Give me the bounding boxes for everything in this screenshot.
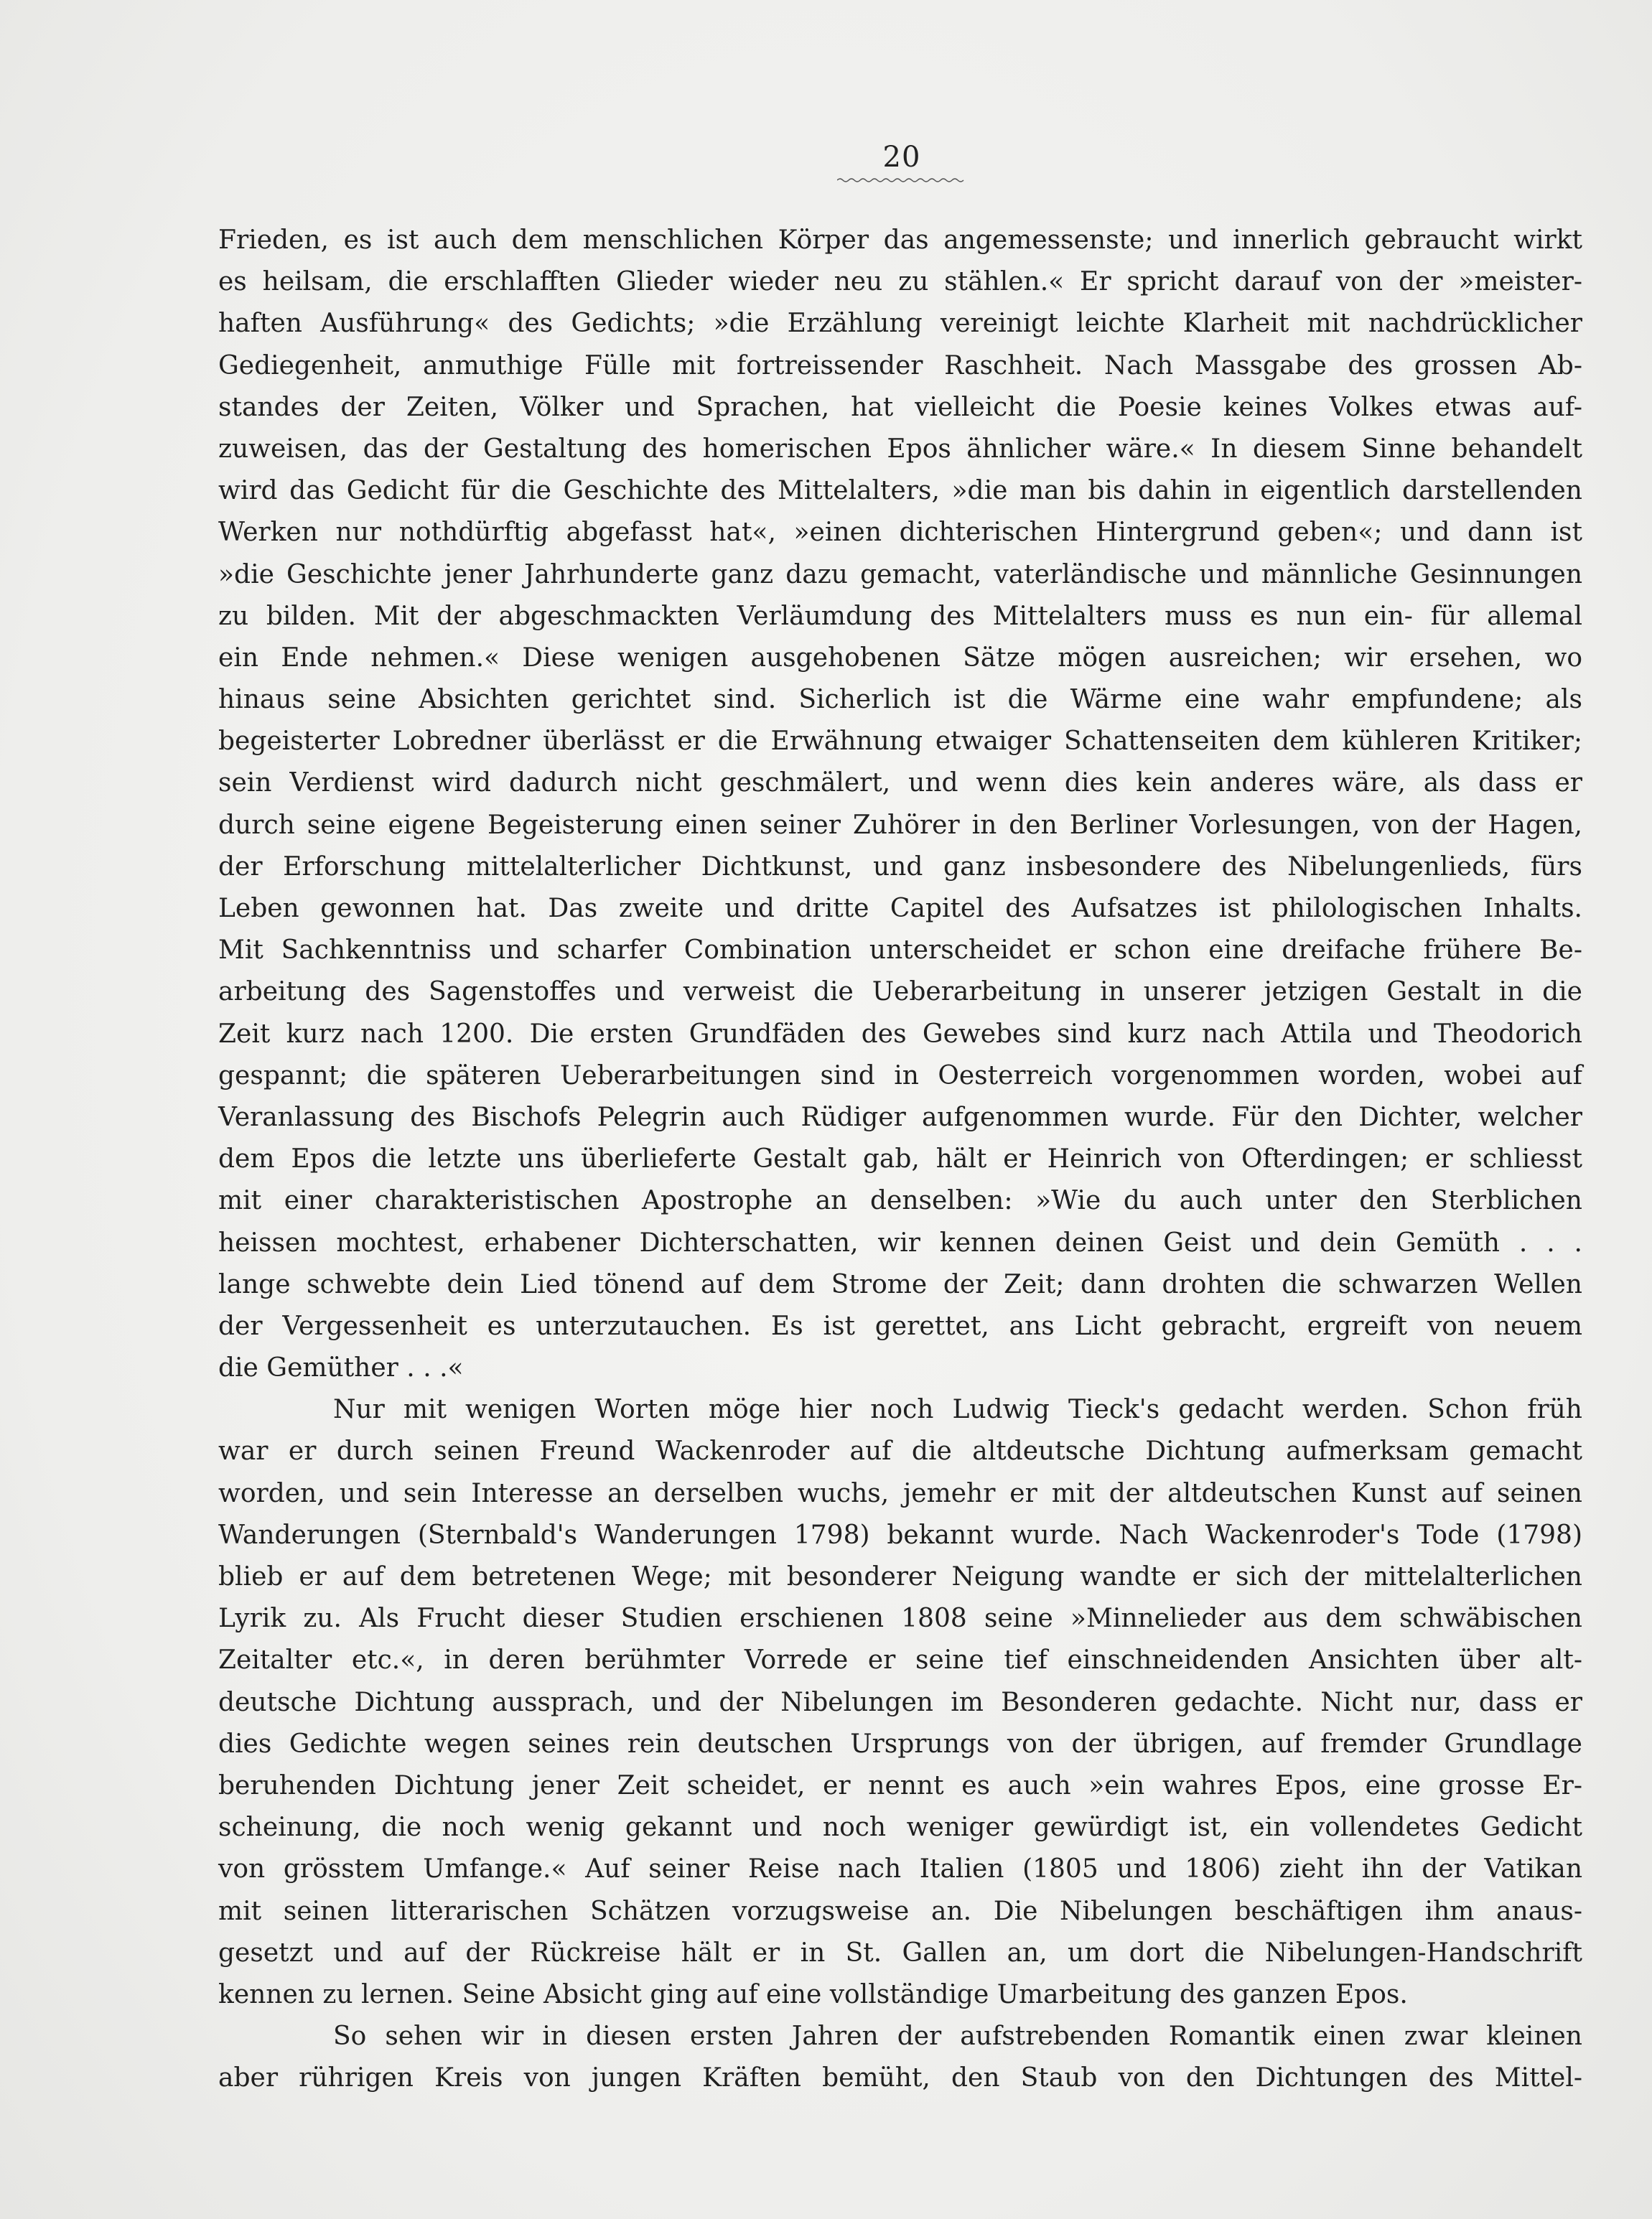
text-line: der Erforschung mittelalterlicher Dichtkunst, und ganz insbesondere des Nibelungenlieds, fürs [218, 851, 1582, 882]
text-line: es heilsam, die erschlafften Glieder wieder neu zu stählen.« Er spricht darauf von der »meister- [218, 267, 1582, 297]
text-line: durch seine eigene Begeisterung einen seiner Zuhörer in den Berliner Vorlesungen, von der Hagen, [218, 810, 1582, 840]
text-line: scheinung, die noch wenig gekannt und noch weniger gewürdigt ist, ein vollendetes Gedicht [218, 1813, 1582, 1843]
text-line: deutsche Dichtung aussprach, und der Nibelungen im Besonderen gedachte. Nicht nur, dass er [218, 1687, 1582, 1717]
text-line: aber rührigen Kreis von jungen Kräften bemüht, den Staub von den Dichtungen des Mittel- [218, 2063, 1582, 2093]
text-line: begeisterter Lobredner überlässt er die Erwähnung etwaiger Schattenseiten dem kühleren Kritiker; [218, 727, 1582, 757]
text-line: mit seinen litterarischen Schätzen vorzugsweise an. Die Nibelungen beschäftigen ihm anaus- [218, 1896, 1582, 1926]
text-line: wird das Gedicht für die Geschichte des Mittelalters, »die man bis dahin in eigentlich darstellenden [218, 476, 1582, 506]
text-line: Gediegenheit, anmuthige Fülle mit fortreissender Raschheit. Nach Massgabe des grossen Ab- [218, 350, 1582, 380]
text-line: gespannt; die späteren Ueberarbeitungen sind in Oesterreich vorgenommen worden, wobei auf [218, 1060, 1582, 1090]
text-line: Zeitalter etc.«, in deren berühmter Vorrede er seine tief einschneidenden Ansichten über alt- [218, 1645, 1582, 1676]
text-line: worden, und sein Interesse an derselben wuchs, jemehr er mit der altdeutschen Kunst auf seinen [218, 1478, 1582, 1508]
text-line: »die Geschichte jener Jahrhunderte ganz dazu gemacht, vaterländische und männliche Gesinnungen [218, 559, 1582, 589]
text-line: ein Ende nehmen.« Diese wenigen ausgehobenen Sätze mögen ausreichen; wir ersehen, wo [218, 643, 1582, 673]
text-line: der Vergessenheit es unterzutauchen. Es ist gerettet, ans Licht gebracht, ergreift von neuem [218, 1311, 1582, 1341]
text-line: hinaus seine Absichten gerichtet sind. Sicherlich ist die Wärme eine wahr empfundene; als [218, 685, 1582, 715]
text-line: lange schwebte dein Lied tönend auf dem Strome der Zeit; dann drohten die schwarzen Wellen [218, 1269, 1582, 1299]
text-line: beruhenden Dichtung jener Zeit scheidet, er nennt es auch »ein wahres Epos, eine grosse Er- [218, 1770, 1582, 1800]
text-line: Zeit kurz nach 1200. Die ersten Grundfäden des Gewebes sind kurz nach Attila und Theodorich [218, 1019, 1582, 1049]
text-line: zu bilden. Mit der abgeschmackten Verläumdung des Mittelalters muss es nun ein- für allemal [218, 601, 1582, 631]
page-number: 20 [882, 141, 921, 174]
text-line: heissen mochtest, erhabener Dichterschatten, wir kennen deinen Geist und dein Gemüth . . . [218, 1228, 1582, 1258]
body-text [218, 220, 1582, 2099]
text-line: Veranlassung des Bischofs Pelegrin auch Rüdiger aufgenommen wurde. Für den Dichter, welcher [218, 1102, 1582, 1132]
page-number-ornament [837, 177, 966, 184]
text-line: haften Ausführung« des Gedichts; »die Erzählung vereinigt leichte Klarheit mit nachdrücklicher [218, 309, 1582, 339]
text-line: Wanderungen (Sternbald's Wanderungen 1798) bekannt wurde. Nach Wackenroder's Tode (1798) [218, 1520, 1582, 1550]
text-line: blieb er auf dem betretenen Wege; mit besonderer Neigung wandte er sich der mittelalterlichen [218, 1562, 1582, 1592]
text-line: war er durch seinen Freund Wackenroder auf die altdeutsche Dichtung aufmerksam gemacht [218, 1436, 1582, 1467]
text-line: Nur mit wenigen Worten möge hier noch Ludwig Tieck's gedacht werden. Schon früh [333, 1395, 1582, 1425]
text-line: mit einer charakteristischen Apostrophe an denselben: »Wie du auch unter den Sterblichen [218, 1186, 1582, 1216]
text-line: dem Epos die letzte uns überlieferte Gestalt gab, hält er Heinrich von Ofterdingen; er schliesst [218, 1144, 1582, 1174]
text-line: Mit Sachkenntniss und scharfer Combination unterscheidet er schon eine dreifache frühere Be- [218, 935, 1582, 966]
text-line: So sehen wir in diesen ersten Jahren der aufstrebenden Romantik einen zwar kleinen [333, 2022, 1582, 2052]
text-line: sein Verdienst wird dadurch nicht geschmälert, und wenn dies kein anderes wäre, als dass er [218, 768, 1582, 798]
text-line: Leben gewonnen hat. Das zweite und dritte Capitel des Aufsatzes ist philologischen Inhalts. [218, 894, 1582, 923]
text-line: kennen zu lernen. Seine Absicht ging auf eine vollständige Umarbeitung des ganzen Epos. [218, 1979, 1408, 2009]
text-line: Werken nur nothdürftig abgefasst hat«, »einen dichterischen Hintergrund geben«; und dann ist [218, 518, 1582, 548]
text-line: dies Gedichte wegen seines rein deutschen Ursprungs von der übrigen, auf fremder Grundlage [218, 1729, 1582, 1759]
text-line: standes der Zeiten, Völker und Sprachen, hat vielleicht die Poesie keines Volkes etwas auf- [218, 392, 1582, 422]
text-line: Lyrik zu. Als Frucht dieser Studien erschienen 1808 seine »Minnelieder aus dem schwäbischen [218, 1604, 1582, 1634]
text-line: arbeitung des Sagenstoffes und verweist die Ueberarbeitung in unserer jetzigen Gestalt in die [218, 977, 1582, 1007]
text-line: gesetzt und auf der Rückreise hält er in St. Gallen an, um dort die Nibelungen-Handschrift [218, 1938, 1582, 1968]
text-line: zuweisen, das der Gestaltung des homerischen Epos ähnlicher wäre.« In diesem Sinne behandelt [218, 434, 1582, 464]
text-line: von grösstem Umfange.« Auf seiner Reise nach Italien (1805 und 1806) zieht ihn der Vatikan [218, 1854, 1582, 1884]
text-line: die Gemüther . . .« [218, 1353, 464, 1383]
text-line: Frieden, es ist auch dem menschlichen Körper das angemessenste; und innerlich gebraucht wirkt [218, 225, 1582, 255]
